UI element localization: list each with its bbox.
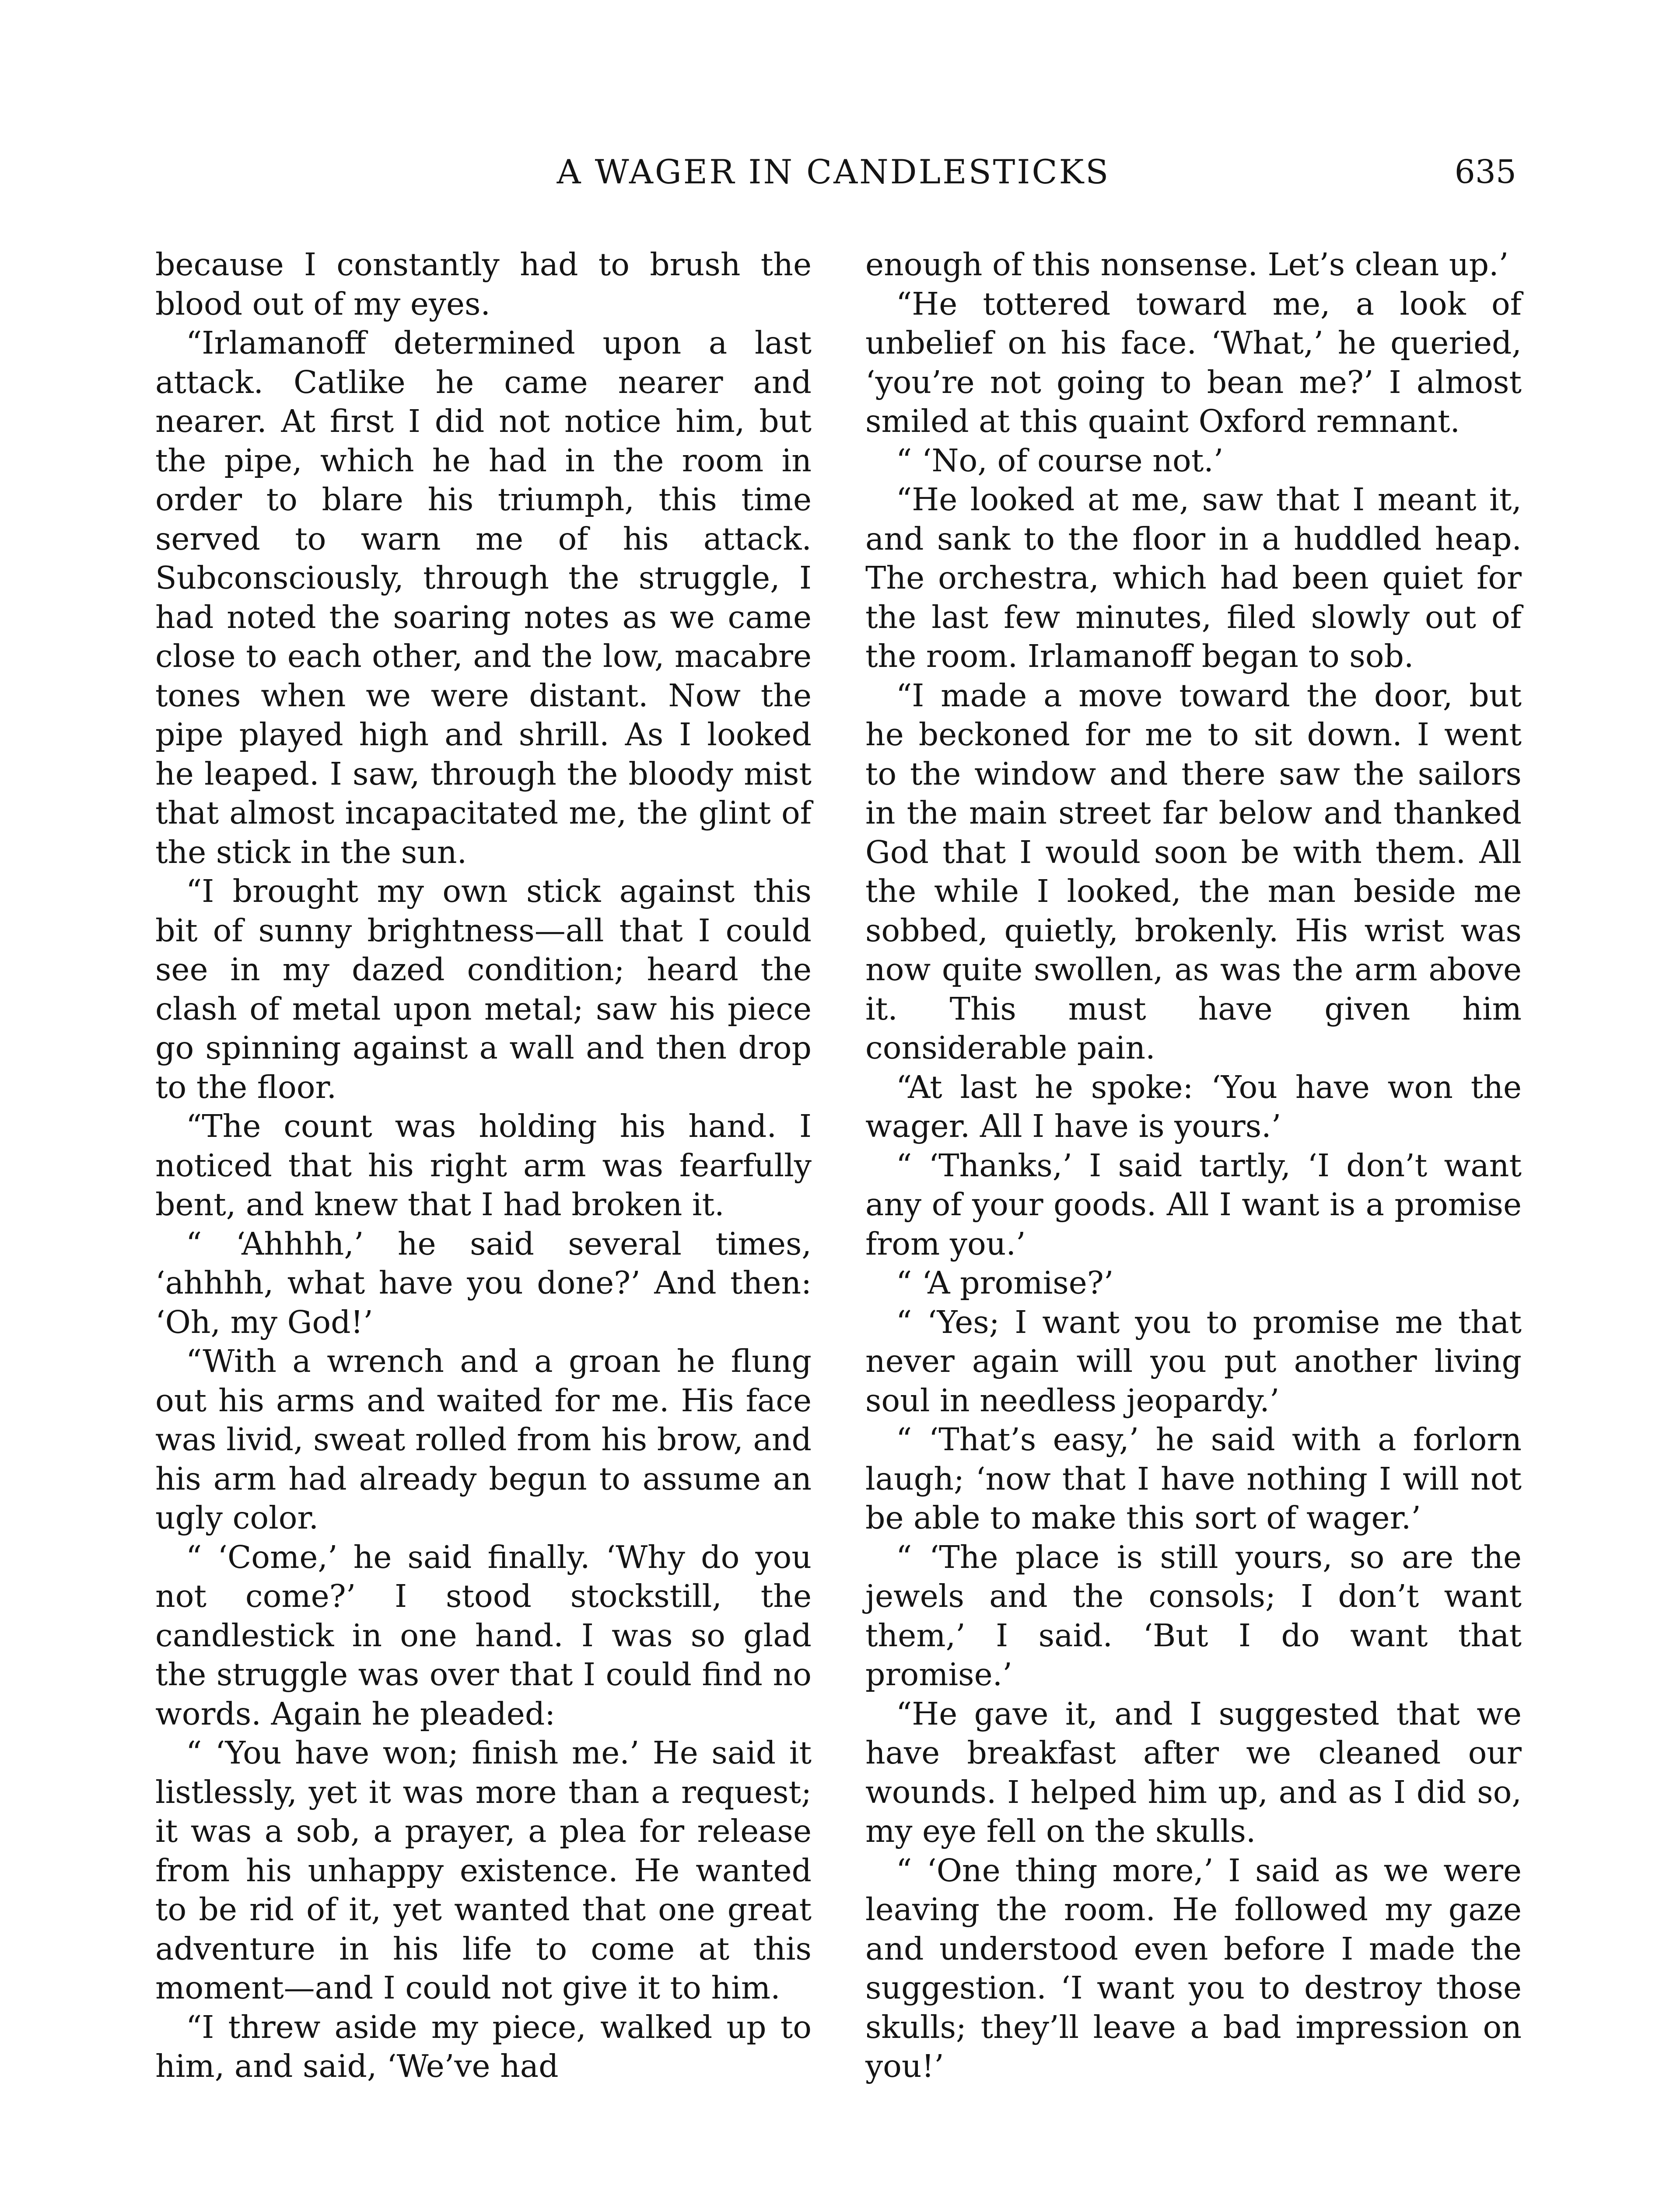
page-header <box>0 148 1680 196</box>
right-column <box>865 245 1522 2086</box>
paragraph: “I threw aside my piece, walked up to him, and said, ‘We’ve had <box>155 2009 812 2084</box>
paragraph: “ ‘The place is still yours, so are the jewels and the consols; I don’t want them,’ I said. ‘But I do want that promise.’ <box>865 1539 1522 1693</box>
paragraph: “ ‘A promise?’ <box>896 1265 1114 1301</box>
paragraph: “ ‘You have won; finish me.’ He said it listlessly, yet it was more than a request; it was a sob, a prayer, a plea for release from his unhappy existence. He wanted to be rid of it, yet wanted that one great adventure in his life to come at this moment—and I could not give it to him. <box>155 1735 812 2006</box>
paragraph: “He looked at me, saw that I meant it, and sank to the floor in a huddled heap. The orchestra, which had been quiet for the last few minutes, filed slowly out of the room. Irlamanoff began to sob. <box>865 481 1522 674</box>
paragraph: enough of this nonsense. Let’s clean up.’ <box>865 246 1509 283</box>
paragraph: “ ‘That’s easy,’ he said with a forlorn laugh; ‘now that I have nothing I will not be able to make this sort of wager.’ <box>865 1421 1522 1536</box>
paragraph: “ ‘Thanks,’ I said tartly, ‘I don’t want any of your goods. All I want is a promise from you.’ <box>865 1147 1522 1262</box>
running-title: A WAGER IN CANDLESTICKS <box>556 152 1110 191</box>
page-number: 635 <box>1454 153 1516 191</box>
paragraph: “ ‘Yes; I want you to promise me that never again will you put another living soul in needless jeopardy.’ <box>865 1304 1522 1419</box>
left-column <box>155 245 812 2086</box>
paragraph: “At last he spoke: ‘You have won the wager. All I have is yours.’ <box>865 1069 1522 1144</box>
paragraph: “He gave it, and I suggested that we have breakfast after we cleaned our wounds. I helped him up, and as I did so, my eye fell on the skulls. <box>865 1695 1522 1849</box>
paragraph: “ ‘Ahhhh,’ he said several times, ‘ahhhh, what have you done?’ And then: ‘Oh, my God!’ <box>155 1225 812 1340</box>
paragraph: “The count was holding his hand. I noticed that his right arm was fearfully bent, and knew that I had broken it. <box>155 1108 812 1223</box>
paragraph: “I brought my own stick against this bit of sunny brightness—all that I could see in my dazed condition; heard the clash of metal upon metal; saw his piece go spinning against a wall and then drop to the floor. <box>155 873 812 1105</box>
paragraph: “Irlamanoff determined upon a last attack. Catlike he came nearer and nearer. At first I did not notice him, but the pipe, which he had in the room in order to blare his triumph, this time served to warn me of his attack. Subconsciously, through the struggle, I had noted the soaring notes as we came close to each other, and the low, macabre tones when we were distant. Now the pipe played high and shrill. As I looked he leaped. I saw, through the bloody mist that almost incapacitated me, the glint of the stick in the sun. <box>155 325 812 870</box>
paragraph: “I made a move toward the door, but he beckoned for me to sit down. I went to the window and there saw the sailors in the main street far below and thanked God that I would soon be with them. All the while I looked, the man beside me sobbed, quietly, brokenly. His wrist was now quite swollen, as was the arm above it. This must have given him considerable pain. <box>865 677 1522 1066</box>
paragraph: “ ‘One thing more,’ I said as we were leaving the room. He followed my gaze and understood even before I made the suggestion. ‘I want you to destroy those skulls; they’ll leave a bad impression on you!’ <box>865 1852 1522 2084</box>
paragraph: because I constantly had to brush the blood out of my eyes. <box>155 246 812 322</box>
paragraph: “ ‘Come,’ he said finally. ‘Why do you not come?’ I stood stockstill, the candlestick in one hand. I was so glad the struggle was over that I could find no words. Again he pleaded: <box>155 1539 812 1732</box>
paragraph: “ ‘No, of course not.’ <box>896 442 1224 479</box>
paragraph: “He tottered toward me, a look of unbelief on his face. ‘What,’ he queried, ‘you’re not going to bean me?’ I almost smiled at this quaint Oxford remnant. <box>865 285 1522 439</box>
paragraph: “With a wrench and a groan he flung out his arms and waited for me. His face was livid, sweat rolled from his brow, and his arm had already begun to assume an ugly color. <box>155 1343 812 1536</box>
